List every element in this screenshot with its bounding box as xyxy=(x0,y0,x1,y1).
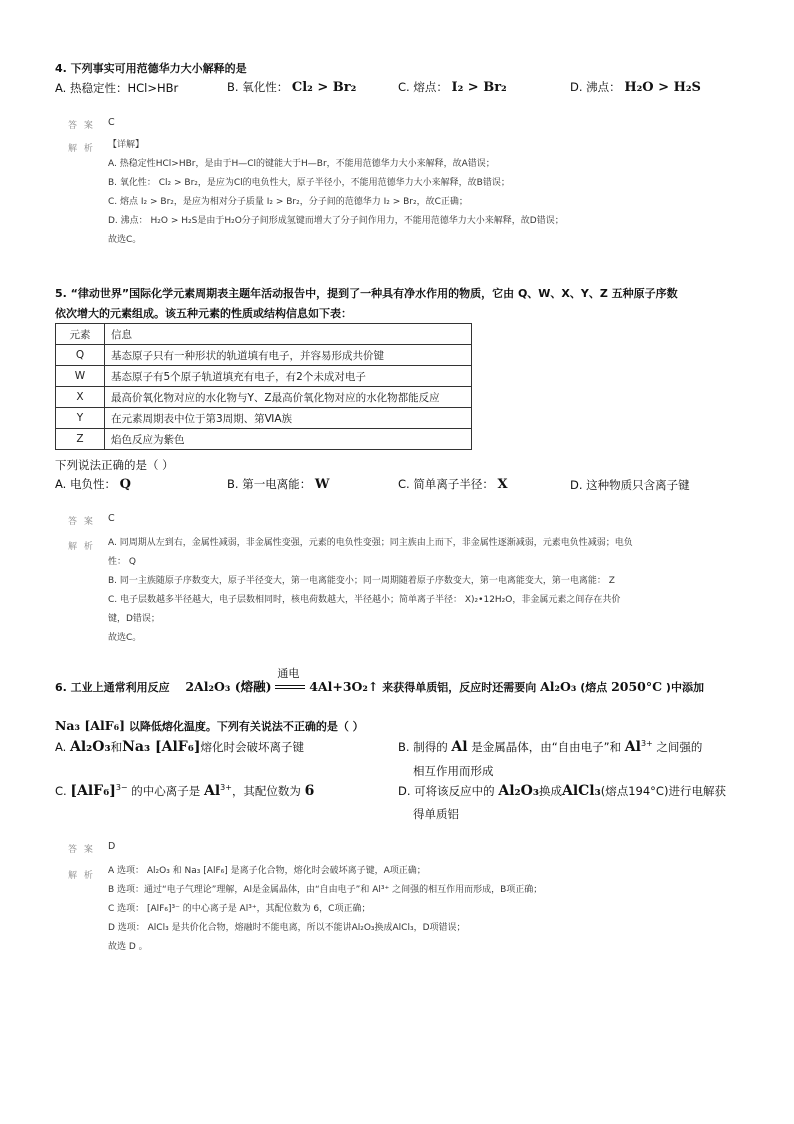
q6-option-d-line2: 得单质铝 xyxy=(413,807,459,821)
table-cell-element: W xyxy=(56,366,105,387)
q4-explanation xyxy=(108,136,564,250)
q6-option-d-prefix: D. 可将该反应中的 xyxy=(398,784,495,798)
q6-option-a xyxy=(55,739,304,755)
q6-option-b-prefix: B. 制得的 xyxy=(398,740,448,754)
table-header-row xyxy=(56,324,472,345)
q5-title-line2: 依次增大的元素组成。该五种元素的性质或结构信息如下表： xyxy=(55,307,352,320)
q4-explanation-line: 【详解】 xyxy=(108,140,145,150)
q4-explanation-line: C. 熔点 I₂ > Br₂，是应为相对分子质量 I₂ > Br₂，分子间的范德华力 I₂ > Br₂，故C正确； xyxy=(108,197,468,207)
q4-explanation-line: D. 沸点： H₂O > H₂S是由于H₂O分子间形成氢键而增大了分子间作用力，不能用范德华力大小来解释，故D错误； xyxy=(108,216,564,226)
q5-option-a xyxy=(55,476,131,492)
q6-reaction-right: 4Al+3O₂↑ xyxy=(309,679,379,694)
table-cell-element: Q xyxy=(56,345,105,366)
q6-answer: D xyxy=(108,841,116,852)
q6-option-c-num: 6 xyxy=(304,783,315,799)
q6-option-a-math1: Al₂O₃ xyxy=(69,739,111,755)
q6-reaction-condition: 通电 xyxy=(277,667,300,680)
table-cell-info: 基态原子有5个原子轨道填充有电子，有2个未成对电子 xyxy=(105,366,472,387)
q6-option-c-sup: 3− xyxy=(115,783,128,793)
q4-title: 4. 下列事实可用范德华力大小解释的是 xyxy=(55,62,247,75)
q5-title-line1: 5. “律动世界”国际化学元素周期表主题年活动报告中，提到了一种具有净水作用的物质，它由 Q、W、X、Y、Z 五种原子序数 xyxy=(55,287,678,300)
q5-info-table-wrap xyxy=(55,323,472,450)
q5-explanation-line: A. 同周期从左到右，金属性减弱，非金属性变强，元素的电负性变强；同主族由上而下，非金属性逐渐减弱，元素电负性减弱；电负 xyxy=(108,538,633,548)
q4-analysis-label: 解 析 xyxy=(68,144,95,154)
q5-info-table xyxy=(55,323,472,450)
q4-explanation-line: 故选C。 xyxy=(108,235,142,245)
q6-reaction-left: 2Al₂O₃ (熔融) xyxy=(185,679,272,694)
q5-explanation-line: C. 电子层数越多半径越大，电子层数相同时，核电荷数越大，半径越小；简单离子半径： X)₂•12H₂O，非金属元素之间存在共价 xyxy=(108,595,621,605)
q5-option-b xyxy=(227,476,329,492)
q6-answer-label: 答 案 xyxy=(68,845,95,855)
q6-line2-text: 以降低熔化温度。下列有关说法不正确的是（ ） xyxy=(128,720,364,733)
q6-option-b xyxy=(398,739,702,755)
q6-option-b-math: Al xyxy=(451,739,468,755)
q5-answer-label: 答 案 xyxy=(68,517,95,527)
q6-title-suffix: )中添加 xyxy=(665,681,704,694)
q4-answer: C xyxy=(108,117,115,128)
q6-option-a-prefix: A. xyxy=(55,740,67,754)
q6-explanation-line: D 选项： AlCl₃ 是共价化合物，熔融时不能电离，所以不能讲Al₂O₃换成AlCl₃，D项错误； xyxy=(108,923,466,933)
q6-explanation-line: A 选项： Al₂O₃ 和 Na₃ [AlF₆] 是离子化合物，熔化时会破坏离子键，A项正确； xyxy=(108,866,426,876)
q6-line2-math: Na₃ [AlF₆] xyxy=(55,718,125,733)
q6-reaction-arrow xyxy=(275,667,305,694)
q6-explanation-line: C 选项： [AlF₆]³⁻ 的中心离子是 Al³⁺，其配位数为 6，C项正确； xyxy=(108,904,371,914)
table-cell-info: 最高价氧化物对应的水化物与Y、Z最高价氧化物对应的水化物都能反应 xyxy=(105,387,472,408)
q6-option-d xyxy=(398,783,726,799)
q6-option-b-math2: Al xyxy=(624,739,641,755)
q6-option-d-math2: AlCl₃ xyxy=(561,783,601,799)
q5-question: 下列说法正确的是（ ） xyxy=(55,458,174,472)
q5-option-c xyxy=(398,476,508,492)
q6-title-paren: (熔点 xyxy=(580,681,608,694)
q6-option-c xyxy=(55,783,314,799)
table-row xyxy=(56,345,472,366)
q6-option-b-line2: 相互作用而形成 xyxy=(413,764,494,778)
q4-option-d-math: H₂O > H₂S xyxy=(624,80,701,95)
q6-option-c-suffix: ，其配位数为 xyxy=(231,784,301,798)
q5-option-c-label: C. 简单离子半径： xyxy=(398,477,494,491)
q5-explanation-line: B. 同一主族随原子序数变大，原子半径变大，第一电离能变小；同一周期随着原子序数变大，第一电离能变大，第一电离能： Z xyxy=(108,576,615,586)
q6-option-b-mid: 是金属晶体，由“自由电子”和 xyxy=(471,740,622,754)
table-cell-info: 焰色反应为紫色 xyxy=(105,429,472,450)
table-row xyxy=(56,366,472,387)
table-cell-element: Y xyxy=(56,408,105,429)
q6-title-compound: Al₂O₃ xyxy=(540,679,577,694)
q5-explanation-line: 性： Q xyxy=(108,557,136,567)
q6-title-middle: 来获得单质铝，反应时还需要向 xyxy=(382,681,537,694)
table-row xyxy=(56,387,472,408)
table-cell-element: Z xyxy=(56,429,105,450)
q5-explanation-line: 故选C。 xyxy=(108,633,142,643)
q4-answer-label: 答 案 xyxy=(68,121,95,131)
table-cell-info: 基态原子只有一种形状的轨道填有电子，并容易形成共价键 xyxy=(105,345,472,366)
q6-option-c-math: [AlF₆] xyxy=(70,783,116,799)
table-row xyxy=(56,408,472,429)
table-cell-info: 在元素周期表中位于第3周期、第ⅥA族 xyxy=(105,408,472,429)
q4-option-b xyxy=(227,79,356,95)
q6-option-d-suffix: (熔点194°C)进行电解获 xyxy=(600,784,726,798)
q5-explanation-line: 键，D错误； xyxy=(108,614,160,624)
q5-option-b-label: B. 第一电离能： xyxy=(227,477,312,491)
table-row xyxy=(56,429,472,450)
q4-option-c xyxy=(398,79,507,95)
q6-option-b-sup: 3+ xyxy=(640,739,653,749)
q6-option-d-math: Al₂O₃ xyxy=(498,783,539,799)
table-header-cell: 元素 xyxy=(56,324,105,345)
q5-option-d: D. 这种物质只含离子键 xyxy=(570,478,690,492)
table-cell-element: X xyxy=(56,387,105,408)
q5-answer: C xyxy=(108,513,115,524)
q4-option-c-math: I₂ > Br₂ xyxy=(451,80,507,95)
q6-option-a-and: 和 xyxy=(110,740,123,754)
q5-option-a-math: Q xyxy=(119,477,131,492)
q6-title-line2 xyxy=(55,718,364,734)
q4-option-a: A. 热稳定性：HCl>HBr xyxy=(55,81,179,95)
q6-option-c-sup2: 3+ xyxy=(220,783,232,793)
q6-option-c-mid: 的中心离子是 xyxy=(131,784,201,798)
q6-explanation-line: B 选项：通过“电子气理论”理解，Al是金属晶体，由“自由电子”和 Al³⁺ 之间强的相互作用而形成，B项正确； xyxy=(108,885,543,895)
table-header-cell: 信息 xyxy=(105,324,472,345)
q6-title xyxy=(55,667,704,695)
q4-option-b-math: Cl₂ > Br₂ xyxy=(291,80,357,95)
q6-option-a-math2: Na₃ [AlF₆] xyxy=(122,739,201,755)
q4-option-c-label: C. 熔点： xyxy=(398,80,448,94)
q5-option-b-math: W xyxy=(314,477,330,492)
q4-option-b-label: B. 氧化性： xyxy=(227,80,289,94)
q6-title-prefix: 6. 工业上通常利用反应 xyxy=(55,681,170,694)
q4-option-d-label: D. 沸点： xyxy=(570,80,621,94)
q6-explanation-line: 故选 D 。 xyxy=(108,942,148,952)
q6-analysis-label: 解 析 xyxy=(68,871,95,881)
q5-analysis-label: 解 析 xyxy=(68,542,95,552)
q4-option-d xyxy=(570,79,701,95)
q6-title-temp: 2050°C xyxy=(611,679,663,694)
q6-option-c-prefix: C. xyxy=(55,784,67,798)
q6-option-b-suffix: 之间强的 xyxy=(656,740,703,754)
q4-explanation-line: A. 热稳定性HCl>HBr，是由于H—Cl的键能大于H—Br，不能用范德华力大小来解释，故A错误； xyxy=(108,159,495,169)
q5-explanation xyxy=(108,534,633,648)
q5-option-c-math: X xyxy=(497,477,508,492)
q5-option-a-label: A. 电负性： xyxy=(55,477,116,491)
q6-explanation xyxy=(108,862,542,957)
q6-equals-line xyxy=(275,685,305,689)
q6-option-d-mid: 换成 xyxy=(538,784,562,798)
q4-explanation-line: B. 氧化性： Cl₂ > Br₂，是应为Cl的电负性大，原子半径小，不能用范德华力大小来解释，故B错误； xyxy=(108,178,510,188)
q6-option-a-suffix: 熔化时会破坏离子键 xyxy=(200,740,304,754)
q6-option-c-math2: Al xyxy=(203,783,221,799)
